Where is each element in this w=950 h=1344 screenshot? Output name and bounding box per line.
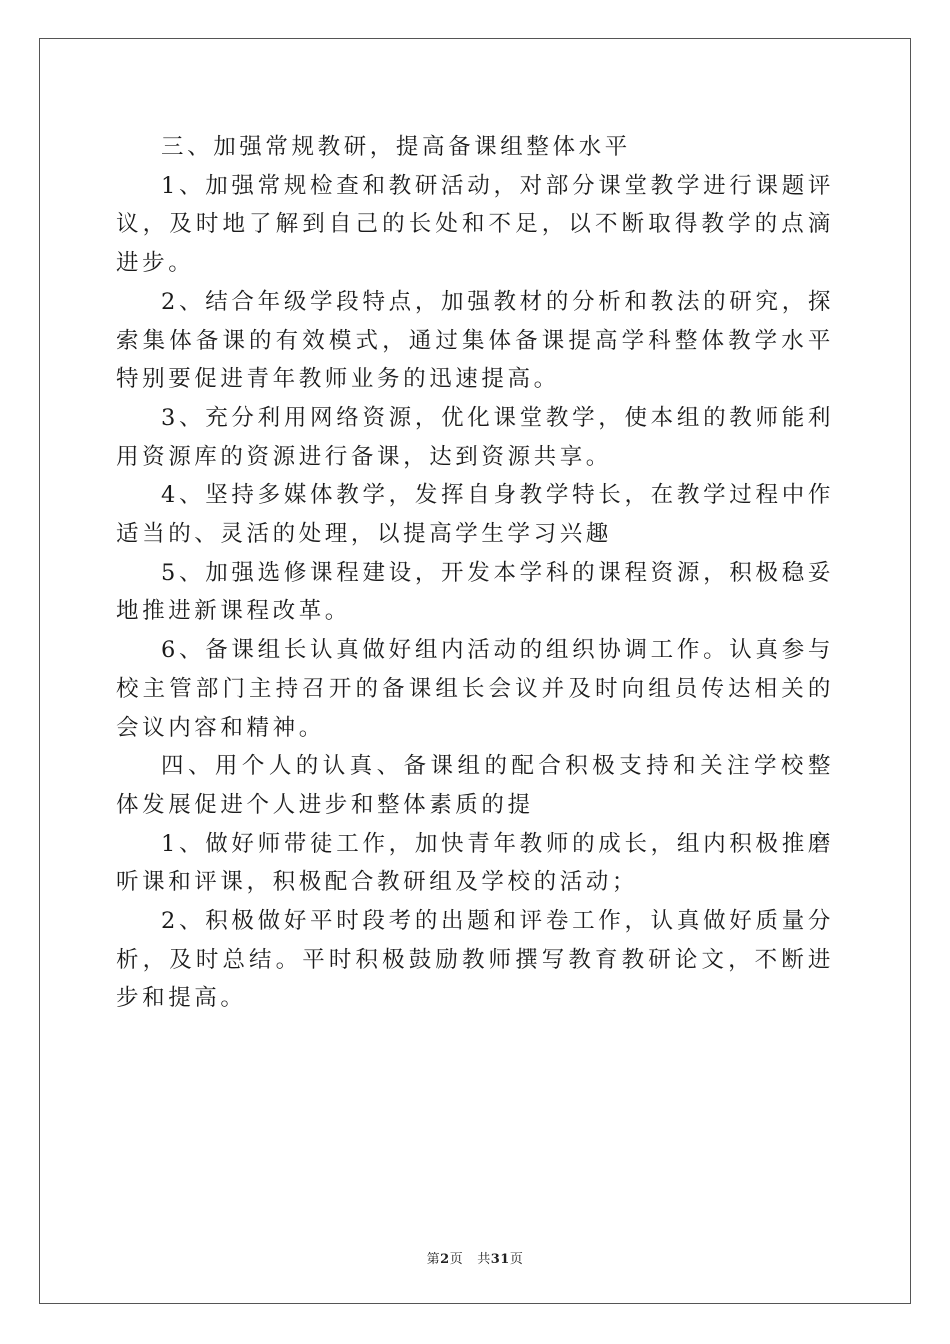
page-footer <box>0 1248 950 1267</box>
total-suffix: 页 <box>509 1252 524 1267</box>
paragraph-item-4: 4、坚持多媒体教学，发挥自身教学特长，在教学过程中作适当的、灵活的处理，以提高学生学习兴趣 <box>116 482 834 548</box>
document-body <box>116 128 834 1018</box>
page-prefix: 第 <box>426 1252 441 1267</box>
paragraph-item-5: 5、加强选修课程建设，开发本学科的课程资源，积极稳妥地推进新课程改革。 <box>116 559 834 625</box>
paragraph-item-6: 6、备课组长认真做好组内活动的组织协调工作。认真参与校主管部门主持召开的备课组长会议并及时向组员传达相关的会议内容和精神。 <box>116 637 834 741</box>
total-prefix: 共 <box>477 1252 491 1267</box>
paragraph-item-2: 2、结合年级学段特点，加强教材的分析和教法的研究，探索集体备课的有效模式，通过集体备课提高学科整体教学水平特别要促进青年教师业务的迅速提高。 <box>116 288 834 393</box>
page-number: 2 <box>440 1252 450 1267</box>
paragraph-item-2-section-four: 2、积极做好平时段考的出题和评卷工作，认真做好质量分析，及时总结。平时积极鼓励教师撰写教育教研论文，不断进步和提高。 <box>116 908 834 1012</box>
paragraph-item-3: 3、充分利用网络资源，优化课堂教学，使本组的教师能利用资源库的资源进行备课，达到资源共享。 <box>116 404 834 470</box>
section-heading-four: 四、用个人的认真、备课组的配合积极支持和关注学校整体发展促进个人进步和整体素质的提 <box>116 753 834 818</box>
paragraph-item-1: 1、加强常规检查和教研活动，对部分课堂教学进行课题评议，及时地了解到自己的长处和不足，以不断取得教学的点滴进步。 <box>116 172 834 277</box>
page-suffix: 页 <box>449 1252 464 1267</box>
total-pages: 31 <box>490 1252 510 1267</box>
section-heading-three: 三、加强常规教研，提高备课组整体水平 <box>161 134 631 160</box>
paragraph-item-1-section-four: 1、做好师带徒工作，加快青年教师的成长，组内积极推磨听课和评课，积极配合教研组及学校的活动； <box>116 830 834 896</box>
